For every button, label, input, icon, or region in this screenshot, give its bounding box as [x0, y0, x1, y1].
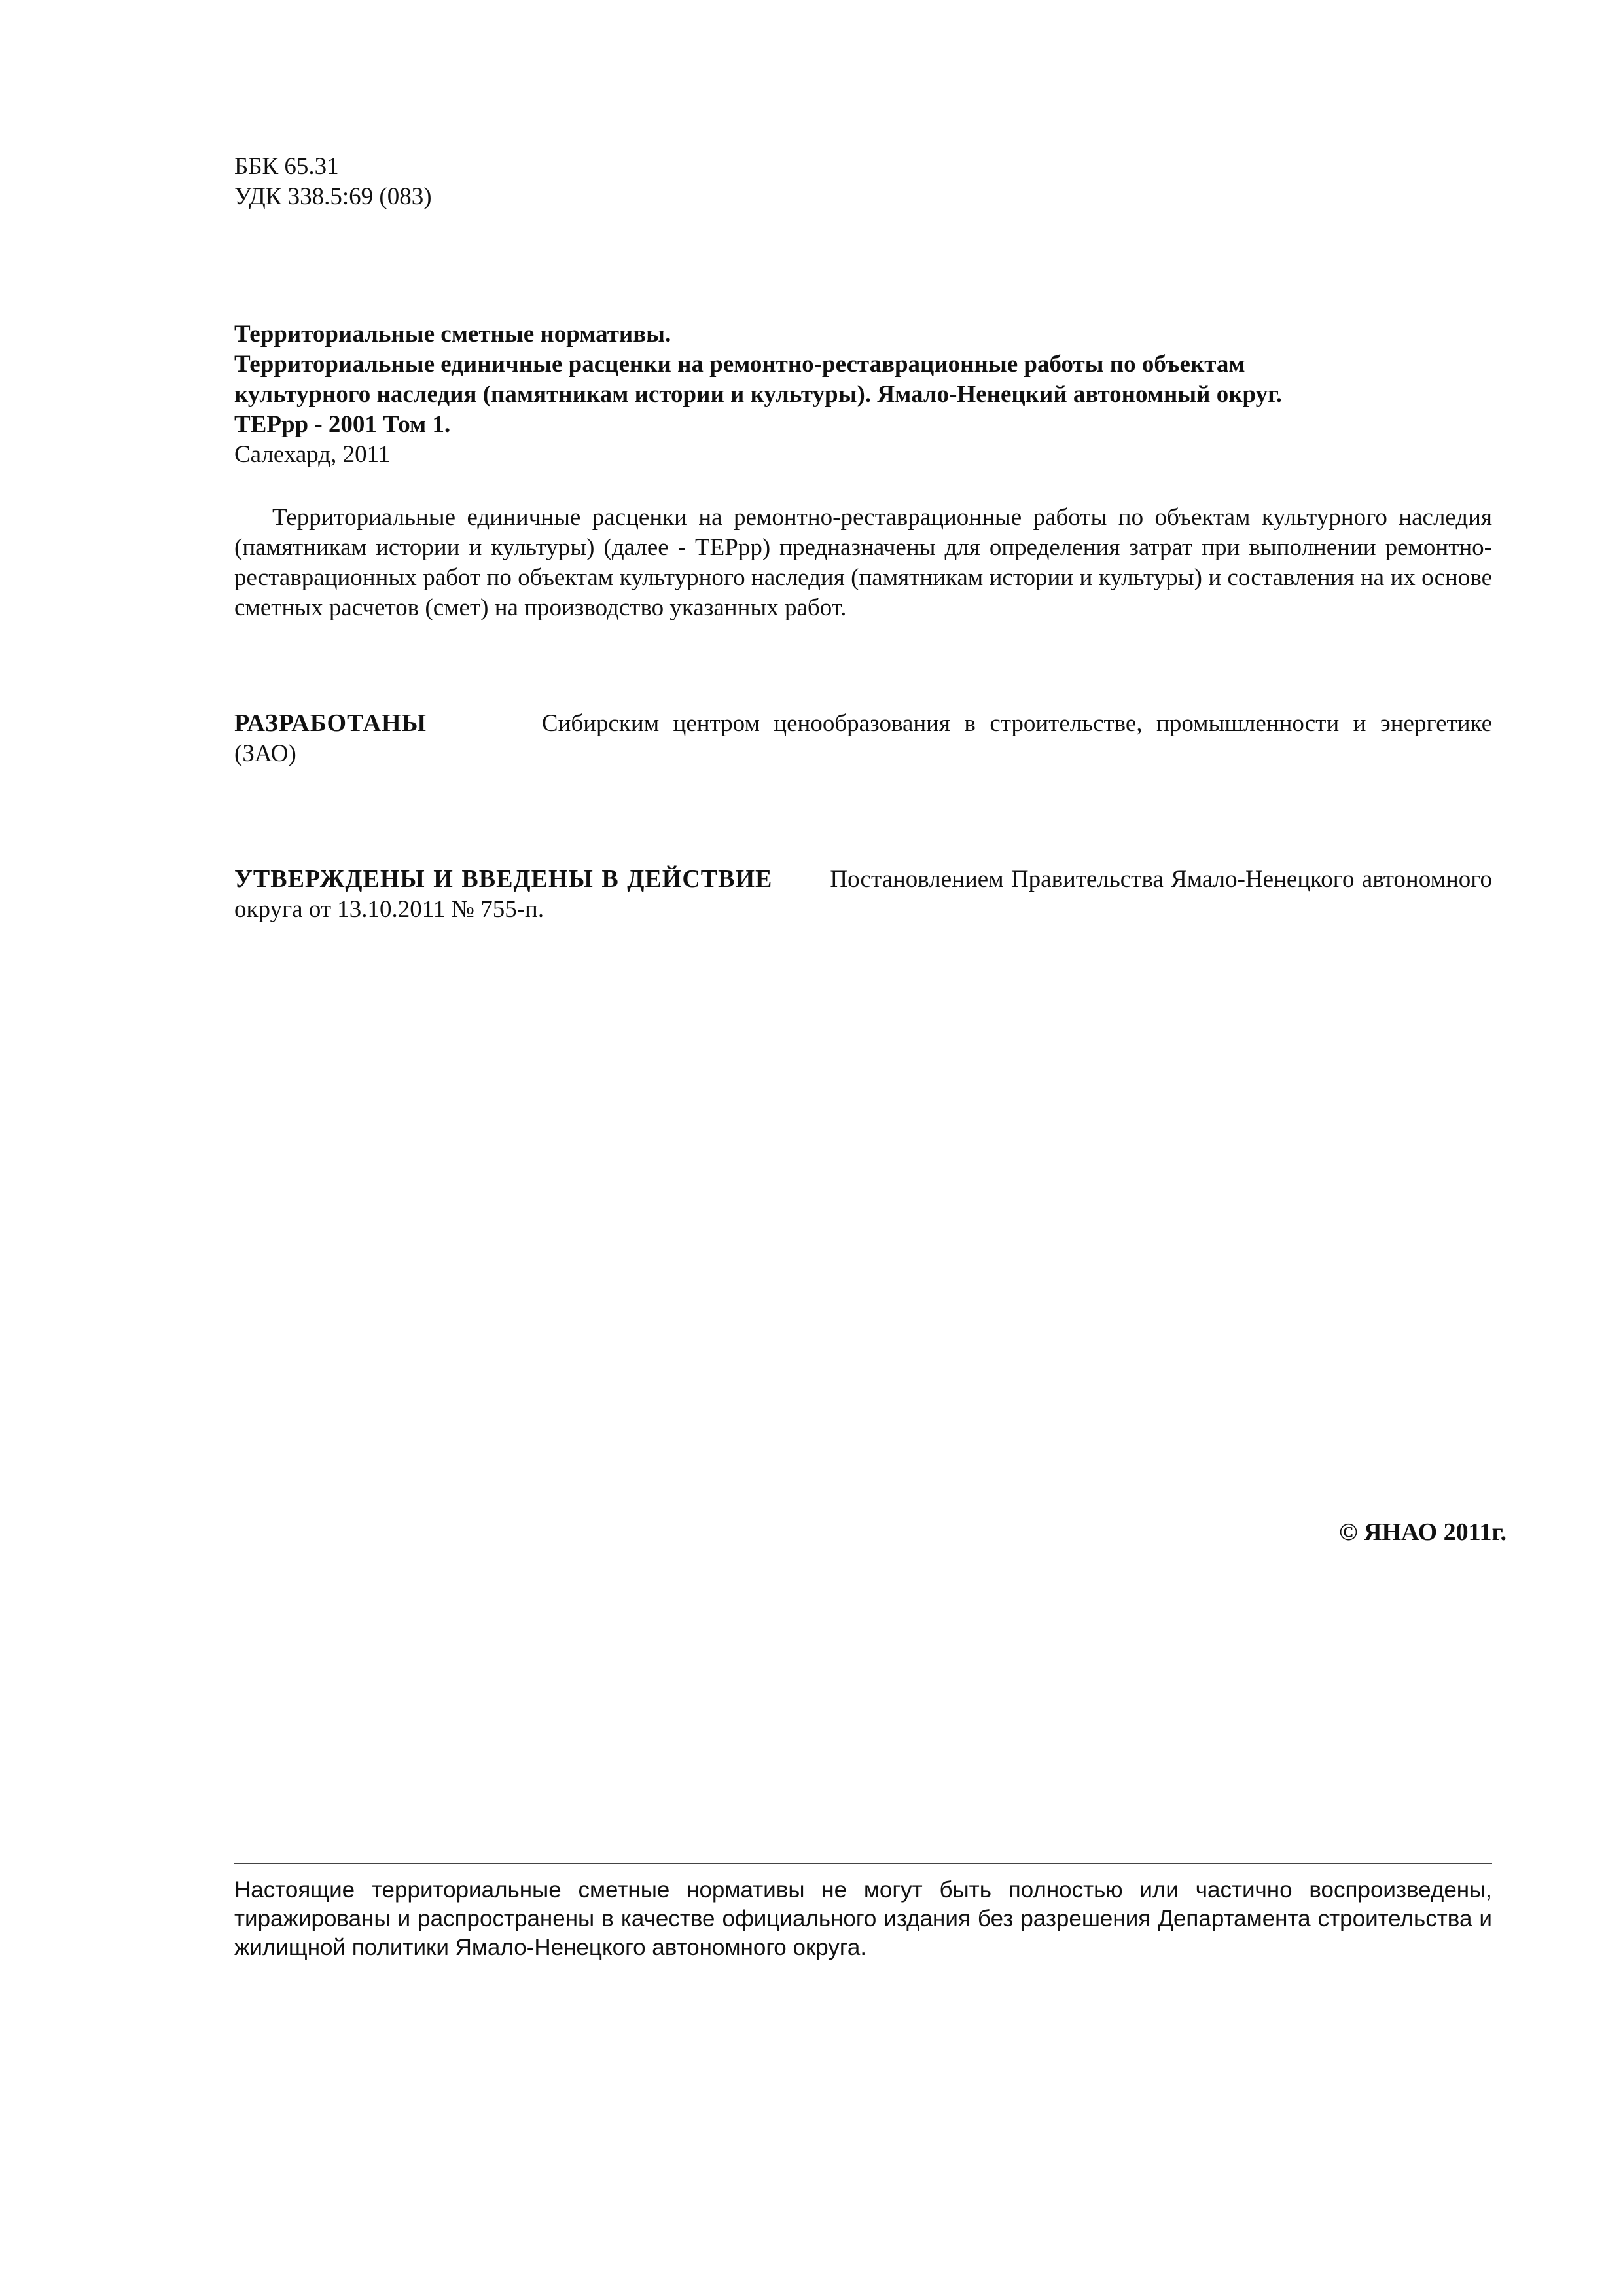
place-year: Салехард, 2011: [234, 441, 391, 468]
footer-note: Настоящие территориальные сметные нормативы не могут быть полностью или частично воспроизведены, тиражированы и распространены в качестве официального издания без разрешения Департамента строительства и жилищной политики Ямало-Ненецкого автономного округа.: [234, 1877, 1492, 1960]
bbk-code: ББК 65.31: [234, 153, 339, 180]
footer-divider: [234, 1863, 1492, 1864]
purpose-paragraph: Территориальные единичные расценки на ремонтно-реставрационные работы по объектам культурного наследия (памятникам истории и культуры) (далее - ТЕРрр) предназначены для определения затрат при выполнении ремонтно-реставрационных работ по объектам культурного наследия (памятникам истории и культуры) и составления на их основе сметных расчетов (смет) на производство указанных работ.: [234, 504, 1492, 621]
developed-label: РАЗРАБОТАНЫ: [234, 709, 427, 737]
approved-label: УТВЕРЖДЕНЫ И ВВЕДЕНЫ В ДЕЙСТВИЕ: [234, 865, 773, 893]
title-line-2: Территориальные единичные расценки на ремонтно-реставрационные работы по объектам: [234, 351, 1245, 378]
udk-code: УДК 338.5:69 (083): [234, 183, 432, 210]
title-line-3: культурного наследия (памятникам истории и культуры). Ямало-Ненецкий автономный округ.: [234, 381, 1283, 408]
document-title-block: [234, 319, 1492, 470]
classification-codes: [234, 152, 1492, 212]
developed-by-section: [234, 708, 1492, 769]
developed-text: Сибирским центром ценообразования в строительстве, промышленности и энергетике (ЗАО): [234, 710, 1492, 767]
approved-text: Постановлением Правительства Ямало-Ненецкого автономного округа от 13.10.2011 № 755-п.: [234, 866, 1492, 923]
title-line-4: ТЕРрр - 2001 Том 1.: [234, 411, 451, 438]
approved-section: [234, 864, 1492, 925]
title-line-1: Территориальные сметные нормативы.: [234, 321, 671, 348]
copyright-notice: © ЯНАО 2011г.: [1339, 1518, 1507, 1546]
